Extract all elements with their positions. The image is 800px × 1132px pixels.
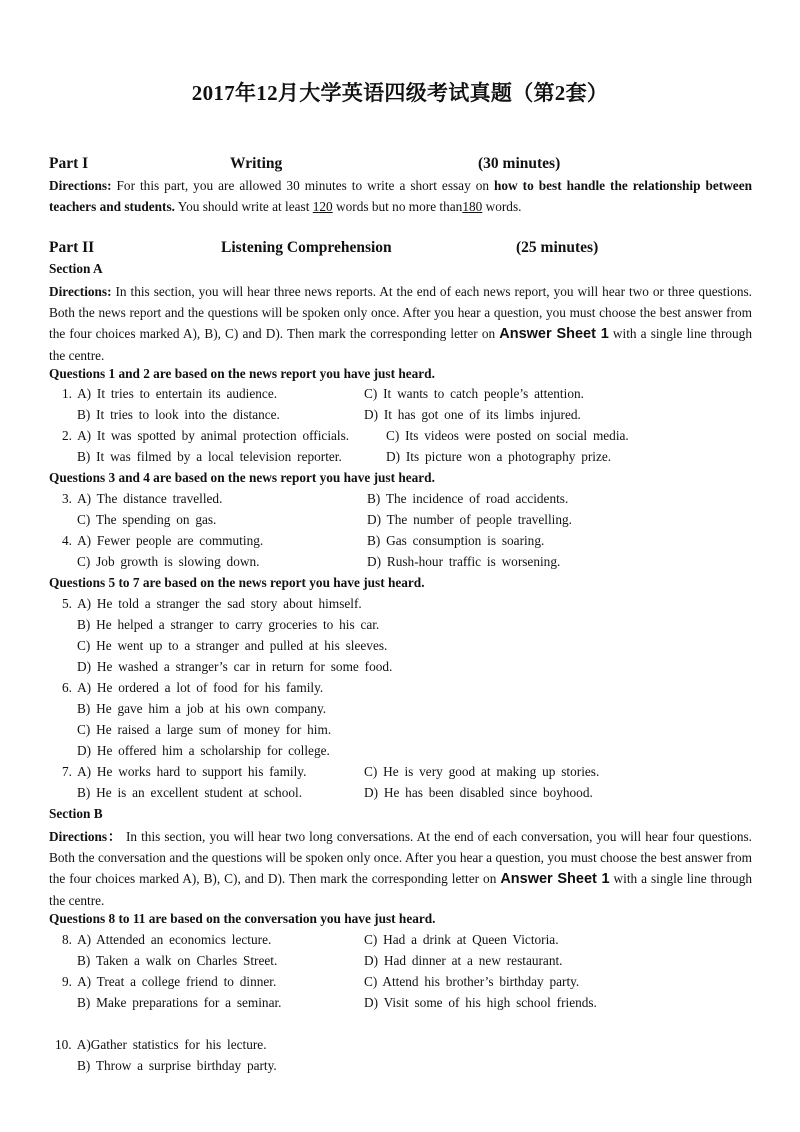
directions-label: Directions： (49, 829, 122, 844)
option: D) Its picture won a photography prize. (386, 449, 612, 464)
part2-name: Listening Comprehension (221, 239, 392, 256)
option: C) Attend his brother’s birthday party. (364, 974, 580, 989)
option: D) It has got one of its limbs injured. (364, 407, 581, 422)
directions-text: with a single line through the centre. (49, 326, 752, 363)
directions-text: You should write at least (174, 199, 313, 214)
directions-text: with a single line through the centre. (49, 871, 752, 908)
option: D) Rush-hour traffic is worsening. (367, 554, 561, 569)
min-words: 120 (312, 199, 333, 214)
option: B) The incidence of road accidents. (367, 491, 569, 506)
option: 4. A) Fewer people are commuting. (62, 533, 264, 548)
option: 6. A) He ordered a lot of food for his family. (62, 680, 324, 695)
option: B) Taken a walk on Charles Street. (77, 953, 278, 968)
section-a-label: Section A (49, 261, 103, 276)
part1-label: Part I (49, 155, 89, 172)
answer-sheet-label: Answer Sheet 1 (499, 326, 609, 342)
question-group-heading: Questions 8 to 11 are based on the conversation you have just heard. (49, 911, 436, 926)
option: B) Gas consumption is soaring. (367, 533, 545, 548)
option: D) Had dinner at a new restaurant. (364, 953, 563, 968)
option: 1. A) It tries to entertain its audience. (62, 386, 278, 401)
question-group-heading: Questions 5 to 7 are based on the news report you have just heard. (49, 575, 425, 590)
part2-label: Part II (49, 239, 95, 256)
option: C) The spending on gas. (77, 512, 217, 527)
section-a-directions (49, 281, 752, 366)
part1-name: Writing (230, 155, 283, 172)
directions-text: words. (482, 199, 522, 214)
option: D) He has been disabled since boyhood. (364, 785, 593, 800)
option: B) He is an excellent student at school. (77, 785, 303, 800)
option: 2. A) It was spotted by animal protection officials. (62, 428, 350, 443)
option: B) It tries to look into the distance. (77, 407, 280, 422)
section-b-directions (49, 826, 752, 911)
essay-topic: how to best handle the relationship between teachers and students. (49, 178, 752, 214)
part1-time: (30 minutes) (478, 155, 561, 172)
directions-text: In this section, you will hear three news reports. At the end of each news report, you will hear two or three questions. Both the news report and the questions will be spoken only once. After you hear a question, you must choose the best answer from the four choices marked A), B), C) and D). Then mark the corresponding letter on (49, 284, 752, 341)
question-group-heading: Questions 3 and 4 are based on the news report you have just heard. (49, 470, 435, 485)
option: C) Its videos were posted on social media. (386, 428, 629, 443)
part2-time: (25 minutes) (516, 239, 599, 256)
option: D) The number of people travelling. (367, 512, 572, 527)
option: C) He went up to a stranger and pulled at his sleeves. (77, 638, 388, 653)
option: 9. A) Treat a college friend to dinner. (62, 974, 277, 989)
option: 5. A) He told a stranger the sad story about himself. (62, 596, 362, 611)
directions-label: Directions: (49, 178, 112, 193)
option: C) Had a drink at Queen Victoria. (364, 932, 559, 947)
option: D) He washed a stranger’s car in return for some food. (77, 659, 393, 674)
page-title: 2017年12月大学英语四级考试真题（第2套） (191, 81, 609, 105)
directions-text: words but no more than (332, 199, 463, 214)
directions-text: For this part, you are allowed 30 minutes to write a short essay on (111, 178, 495, 193)
option: B) Throw a surprise birthday party. (77, 1058, 277, 1073)
option: D) Visit some of his high school friends. (364, 995, 597, 1010)
directions-label: Directions: (49, 284, 112, 299)
option: C) Job growth is slowing down. (77, 554, 260, 569)
max-words: 180 (462, 199, 483, 214)
option: 8. A) Attended an economics lecture. (62, 932, 272, 947)
option: C) It wants to catch people’s attention. (364, 386, 584, 401)
directions-text: In this section, you will hear two long conversations. At the end of each conversation, you will hear four questions. Both the conversation and the questions will be spoken only once. After you hear a question, you must choose the best answer from the four choices marked A), B), C), and D). Then mark the corresponding letter on (49, 829, 752, 886)
question-group-heading: Questions 1 and 2 are based on the news report you have just heard. (49, 366, 435, 381)
option: B) He helped a stranger to carry groceries to his car. (77, 617, 380, 632)
option: C) He raised a large sum of money for him. (77, 722, 332, 737)
part1-directions (49, 175, 752, 217)
option: C) He is very good at making up stories. (364, 764, 600, 779)
option: 10. A)Gather statistics for his lecture. (55, 1037, 267, 1052)
option: B) It was filmed by a local television reporter. (77, 449, 342, 464)
answer-sheet-label: Answer Sheet 1 (500, 871, 610, 887)
option: B) He gave him a job at his own company. (77, 701, 327, 716)
option: 3. A) The distance travelled. (62, 491, 223, 506)
option: 7. A) He works hard to support his family. (62, 764, 307, 779)
option: B) Make preparations for a seminar. (77, 995, 282, 1010)
option: D) He offered him a scholarship for college. (77, 743, 330, 758)
section-b-label: Section B (49, 806, 103, 821)
